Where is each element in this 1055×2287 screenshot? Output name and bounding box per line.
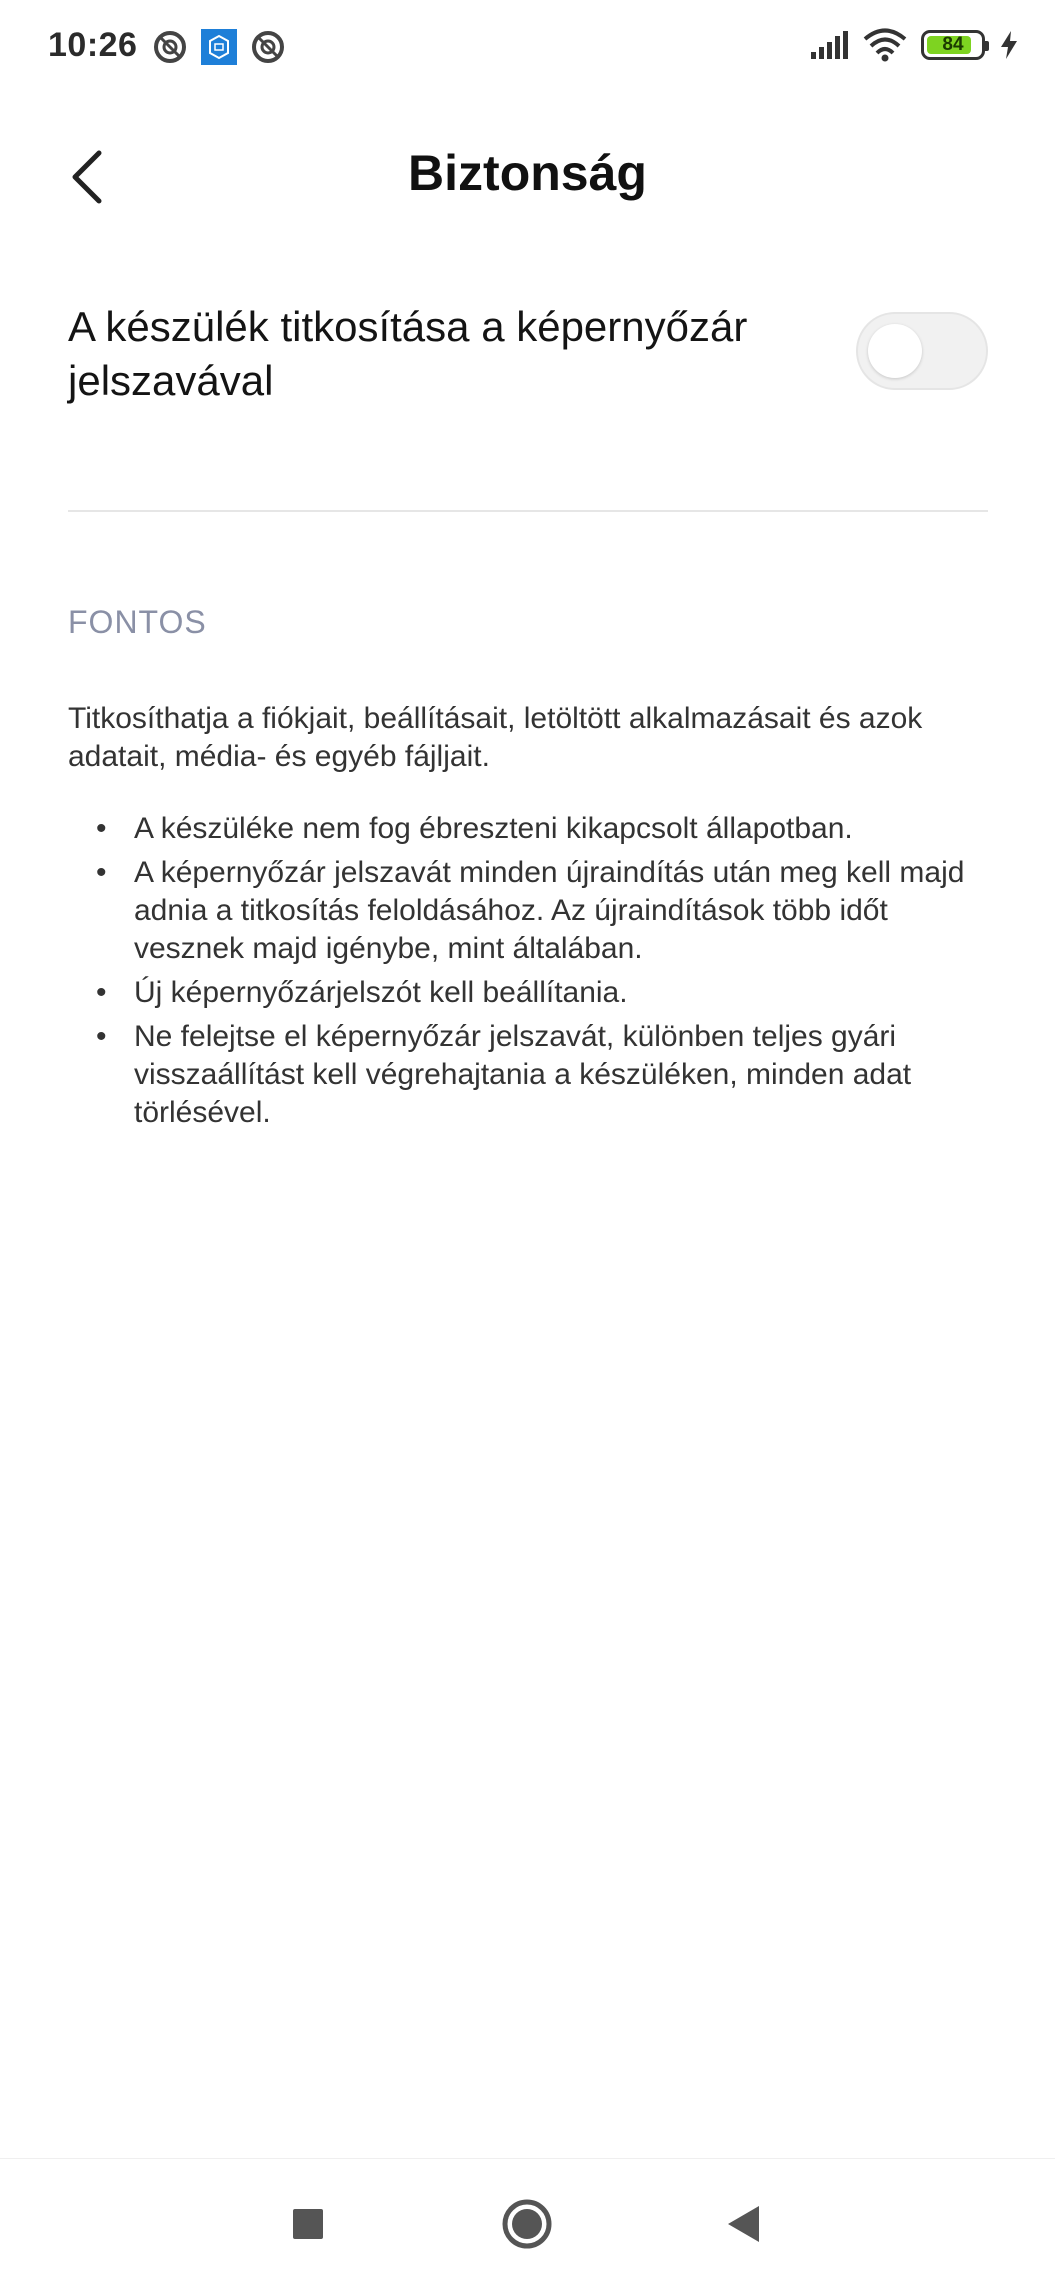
info-bullet-list (90, 810, 990, 1138)
list-item-text: Új képernyőzárjelszót kell beállítania. (134, 976, 628, 1009)
encryption-setting-row[interactable] (68, 296, 988, 426)
divider (68, 510, 988, 512)
charging-icon (999, 30, 1019, 60)
list-item (90, 1018, 990, 1132)
recents-icon (291, 2207, 325, 2241)
battery-icon (921, 30, 985, 60)
bullet-icon: • (96, 812, 107, 845)
battery-level: 84 (942, 34, 964, 55)
list-item (90, 810, 990, 848)
section-label-important: FONTOS (68, 604, 207, 640)
toggle-knob (868, 324, 922, 378)
status-system-icons (809, 28, 1019, 62)
list-item (90, 974, 990, 1012)
intro-text: Titkosíthatja a fiókjait, beállításait, letöltött alkalmazásait és azok adatait, média- és egyéb fájljait. (68, 702, 923, 773)
encryption-setting-label: A készülék titkosítása a képernyőzár jelszavával (68, 303, 748, 404)
list-item-text: A képernyőzár jelszavát minden újraindítás után meg kell majd adnia a titkosítás feloldásához. Az újraindítások több időt vesznek majd igénybe, mint általában. (134, 856, 965, 965)
page-title: Biztonság (408, 145, 647, 201)
notification-vpn-icon (250, 29, 286, 65)
wifi-icon (863, 28, 907, 62)
status-notification-icons (152, 29, 286, 65)
navigation-bar (0, 2158, 1055, 2287)
app-header (0, 120, 1055, 230)
bullet-icon: • (96, 856, 107, 889)
nav-back-button[interactable] (700, 2181, 786, 2267)
status-bar (0, 0, 1055, 95)
home-icon (500, 2197, 554, 2251)
list-item-text: A készüléke nem fog ébreszteni kikapcsolt állapotban. (134, 812, 853, 845)
encryption-toggle[interactable] (856, 312, 988, 390)
notification-vpn-icon (152, 29, 188, 65)
home-button[interactable] (484, 2181, 570, 2267)
status-time: 10:26 (48, 26, 138, 64)
mi-app-icon (201, 29, 237, 65)
bullet-icon: • (96, 1020, 107, 1053)
list-item (90, 854, 990, 968)
back-icon (725, 2204, 761, 2244)
bullet-icon: • (96, 976, 107, 1009)
recents-button[interactable] (265, 2181, 351, 2267)
signal-icon (809, 30, 849, 60)
list-item-text: Ne felejtse el képernyőzár jelszavát, különben teljes gyári visszaállítást kell végrehajtania a készüléken, minden adat törlésével. (134, 1020, 912, 1129)
